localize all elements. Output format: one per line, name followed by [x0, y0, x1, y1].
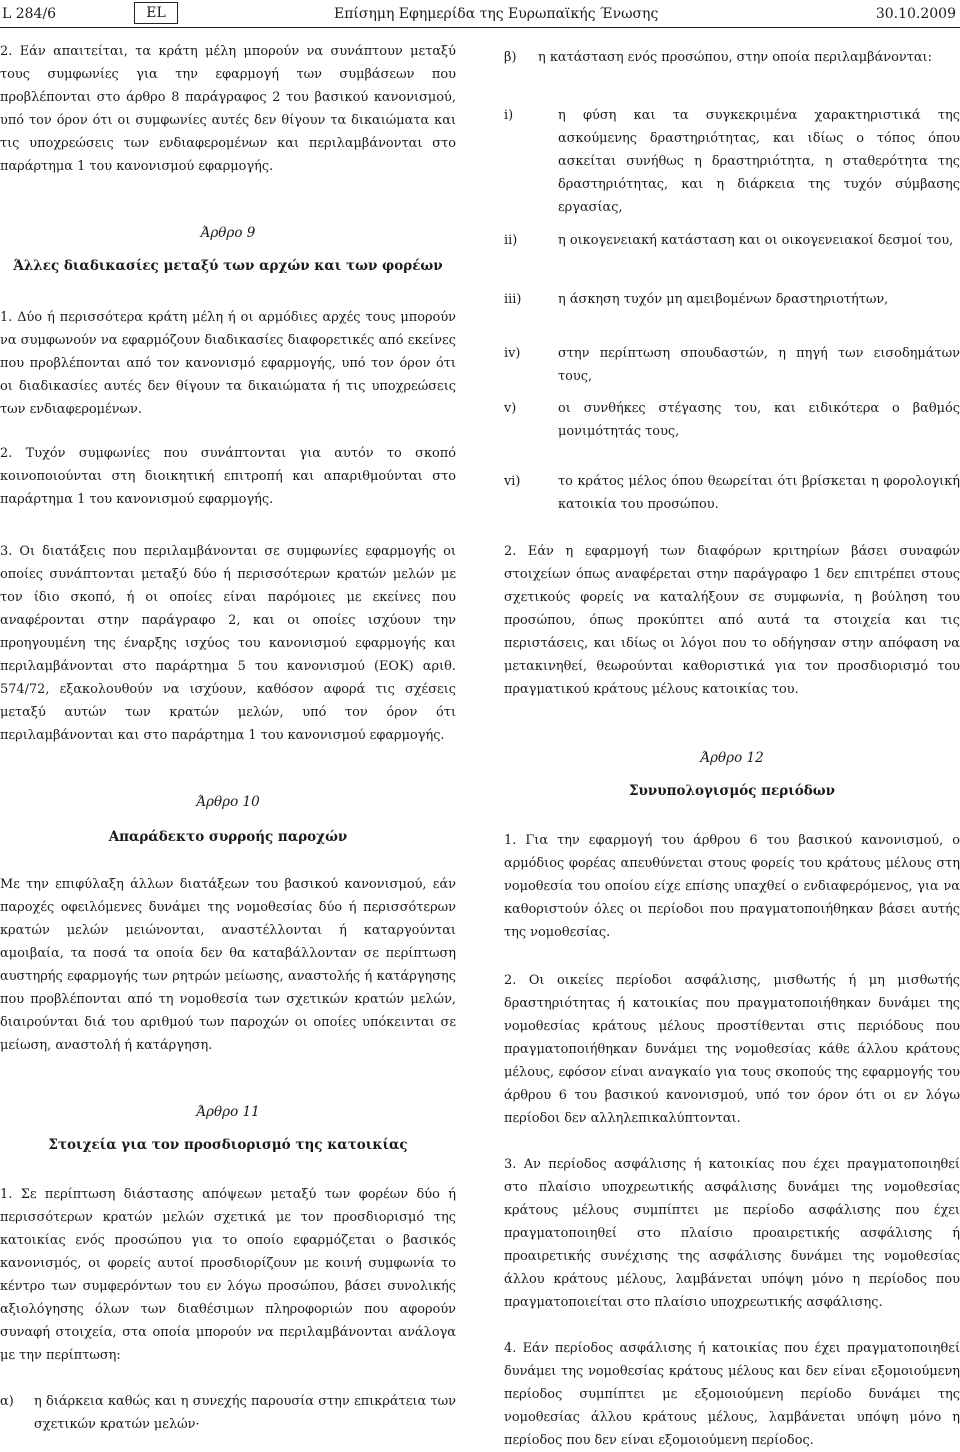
list-item-text: στην περίπτωση σπουδαστών, η πηγή των εισοδημάτων τους,	[558, 346, 960, 384]
list-item-text: η φύση και τα συγκεκριμένα χαρακτηριστικά της ασκούμενης δραστηριότητας, και ιδίως ο τόπος όπου ασκείται συνήθως η δραστηριότητα, η σταθερότητα της δραστηριότητας, και η διάρκεια της τυχόν σύμβασης εργασίας,	[558, 108, 960, 215]
list-item-text: η άσκηση τυχόν μη αμειβομένων δραστηριοτήτων,	[558, 292, 889, 307]
criterion-b-text: η κατάσταση ενός προσώπου, στην οποία περιλαμβάνονται:	[538, 50, 932, 65]
article-11-title: Στοιχεία για τον προσδιορισμό της κατοικίας	[48, 1137, 408, 1153]
list-item-label: v)	[504, 401, 517, 416]
article-9-paragraph-2: 2. Τυχόν συμφωνίες που συνάπτονται για αυτόν το σκοπό κοινοποιούνται στη διοικητική επιτροπή και απαριθμούνται στο παράρτημα 1 του κανονισμού εφαρμογής.	[0, 446, 456, 507]
article-10-title: Απαράδεκτο συρροής παροχών	[108, 829, 348, 845]
criterion-b-label: β)	[504, 50, 517, 65]
page-number: L 284/6	[2, 6, 57, 22]
article-12-title: Συνυπολογισμός περιόδων	[628, 783, 836, 799]
article-10-text: Με την επιφύλαξη άλλων διατάξεων του βασικού κανονισμού, εάν παροχές οφειλόμενες δυνάμει της νομοθεσίας δύο ή περισσότερων κρατών μελών μειώνονται, αναστέλλονται ή καταργούνται αμοιβαία, τα ποσά τα οποία δεν θα καταβάλλονταν σε περίπτωση αυστηρής εφαρμογής των ρητρών μείωσης, αναστολής ή κατάργησης που προβλέπονται από τη νομοθεσία των σχετικών κρατών μελών, διαιρούνται διά του αριθμού των παροχών οι οποίες υπόκεινται σε μείωση, αναστολή ή κατάργηση.	[0, 877, 456, 1053]
criterion-a	[0, 1390, 456, 1436]
page-header	[0, 0, 960, 28]
article-9-paragraph-3: 3. Οι διατάξεις που περιλαμβάνονται σε συμφωνίες εφαρμογής οι οποίες συνάπτονται μεταξύ δύο ή περισσότερων κρατών μελών με τον ίδιο σκοπό, ή οι οποίες είναι παρόμοιες με εκείνες που αναφέρονται στην παράγραφο 2, και οι οποίες ισχύουν την προηγουμένη της έναρξης ισχύος του κανονισμού εφαρμογής και περιλαμβάνονται στο παράρτημα 5 του κανονισμού (ΕΟΚ) αριθ. 574/72, εξακολουθούν να ισχύουν, καθόσον αφορά τις σχέσεις μεταξύ αυτών των κρατών μελών, υπό τον όρον ότι περιλαμβάνονται και στο παράρτημα 1 του κανονισμού εφαρμογής.	[0, 544, 456, 743]
article-9-paragraph-1: 1. Δύο ή περισσότερα κράτη μέλη ή οι αρμόδιες αρχές τους μπορούν να συμφωνούν να εφαρμόζουν διαδικασίες διαφορετικές από εκείνες που προβλέπονται από τον κανονισμό εφαρμογής, υπό τον όρον ότι οι διαδικασίες αυτές δεν θίγουν τα δικαιώματα ή τις υποχρεώσεις των ενδιαφερομένων.	[0, 310, 456, 417]
bottom-right-column	[504, 540, 960, 1452]
list-item-label: vi)	[504, 474, 521, 489]
header-rule	[0, 27, 960, 28]
journal-title: Επίσημη Εφημερίδα της Ευρωπαϊκής Ένωσης	[334, 6, 659, 22]
article-12-paragraph-2: 2. Οι οικείες περίοδοι ασφάλισης, μισθωτής ή μη μισθωτής δραστηριότητας ή κατοικίας που πραγματοποιήθηκαν δυνάμει της νομοθεσίας κράτους μέλους προστίθενται στις περιόδους που πραγματοποιήθηκαν δυνάμει της νομοθεσίας κάθε άλλου κράτους μέλους, εφόσον είναι αναγκαίο για τους σκοπούς της εφαρμογής του άρθρου 6 του βασικού κανονισμού, υπό τον όρον ότι οι εν λόγω περίοδοι δεν αλληλεπικαλύπτονται.	[504, 973, 960, 1126]
issue-date: 30.10.2009	[875, 6, 956, 22]
list-item-label: i)	[504, 108, 514, 123]
article-12-paragraph-1: 1. Για την εφαρμογή του άρθρου 6 του βασικού κανονισμού, ο αρμόδιος φορέας απευθύνεται στους φορείς του κράτους μέλους στη νομοθεσία του οποίου είχε επίσης υπαχθεί ο ενδιαφερόμενος, για να καθοριστούν όλες οι περίοδοι που πραγματοποιήθηκαν βάσει αυτής της νομοθεσίας.	[504, 833, 960, 940]
top-right-column	[504, 46, 960, 516]
article-12-number: Άρθρο 12	[700, 750, 764, 766]
article-9-title: Άλλες διαδικασίες μεταξύ των αρχών και των φορέων	[13, 258, 443, 274]
bottom-left-column	[0, 540, 456, 1436]
list-item-text: το κράτος μέλος όπου θεωρείται ότι βρίσκεται η φορολογική κατοικία του προσώπου.	[558, 474, 960, 512]
list-item-label: ii)	[504, 233, 518, 248]
criterion-a-text: η διάρκεια καθώς και η συνεχής παρουσία στην επικράτεια των σχετικών κρατών μελών·	[34, 1394, 456, 1432]
list-item-text: οι συνθήκες στέγασης του, και ειδικότερα ο βαθμός μονιμότητάς τους,	[558, 401, 960, 439]
article-12-paragraph-4: 4. Εάν περίοδος ασφάλισης ή κατοικίας που έχει πραγματοποιηθεί δυνάμει της νομοθεσίας κράτους μέλους και δεν είναι εξομοιούμενη περίοδος συμπίπτει με εξομοιούμενη περίοδο δυνάμει της νομοθεσίας άλλου κράτους μέλους, λαμβάνεται υπόψη μόνο η περίοδος που δεν είναι εξομοιούμενη περίοδος.	[504, 1341, 960, 1448]
article-9-number: Άρθρο 9	[200, 225, 256, 241]
list-item-text: η οικογενειακή κατάσταση και οι οικογενειακοί δεσμοί του,	[558, 233, 954, 248]
criterion-a-label: α)	[0, 1394, 14, 1409]
paragraph-8-2: 2. Εάν απαιτείται, τα κράτη μέλη μπορούν να συνάπτουν μεταξύ τους συμφωνίες για την εφαρμογή των συμβάσεων που προβλέπονται στο άρθρο 8 παράγραφος 2 του βασικού κανονισμού, υπό τον όρον ότι οι συμφωνίες αυτές δεν θίγουν τα δικαιώματα και τις υποχρεώσεις των ενδιαφερομένων και περιλαμβάνονται στο παράρτημα 1 του κανονισμού εφαρμογής.	[0, 44, 456, 174]
list-item-label: iv)	[504, 346, 521, 361]
top-left-column	[0, 40, 456, 511]
article-11-paragraph-1: 1. Σε περίπτωση διάστασης απόψεων μεταξύ των φορέων δύο ή περισσότερων κρατών μελών σχετικά με τον προσδιορισμό της κατοικίας ενός προσώπου για το οποίο εφαρμόζεται ο βασικός κανονισμός, οι φορείς αυτοί προσδιορίζουν με κοινή συμφωνία το κέντρο των συμφερόντων του εν λόγω προσώπου, βάσει συνολικής αξιολόγησης όλων των διαθέσιμων πληροφοριών που αφορούν συναφή στοιχεία, στα οποία μπορούν να περιλαμβάνονται ανάλογα με την περίπτωση:	[0, 1187, 456, 1363]
list-item-label: iii)	[504, 292, 522, 307]
article-12-paragraph-3: 3. Αν περίοδος ασφάλισης ή κατοικίας που έχει πραγματοποιηθεί στο πλαίσιο υποχρεωτικής ασφάλισης δυνάμει της νομοθεσίας κράτους μέλους συμπίπτει με περίοδο ασφάλισης που έχει πραγματοποιηθεί στο πλαίσιο προαιρετικής ασφάλισης ή προαιρετικής συνέχισης της ασφάλισης δυνάμει της νομοθεσίας άλλου κράτους μέλους, λαμβάνεται υπόψη μόνο η περίοδος που πραγματοποιείται στο πλαίσιο υποχρεωτικής ασφάλισης.	[504, 1157, 960, 1310]
article-11-paragraph-2: 2. Εάν η εφαρμογή των διαφόρων κριτηρίων βάσει συναφών στοιχείων όπως αναφέρεται στην παράγραφο 1 δεν επιτρέπει στους σχετικούς φορείς να καταλήξουν σε συμφωνία, η βούληση του προσώπου, όπως προκύπτει από αυτά τα στοιχεία και τις περιστάσεις, και ιδίως οι λόγοι που το οδήγησαν στην απόφαση να μετακινηθεί, θεωρούνται καθοριστικά για τον προσδιορισμό του πραγματικού κράτους μέλους κατοικίας του.	[504, 544, 960, 697]
article-11-number: Άρθρο 11	[196, 1104, 260, 1120]
article-10-number: Άρθρο 10	[196, 794, 260, 810]
language-box: EL	[134, 2, 178, 24]
